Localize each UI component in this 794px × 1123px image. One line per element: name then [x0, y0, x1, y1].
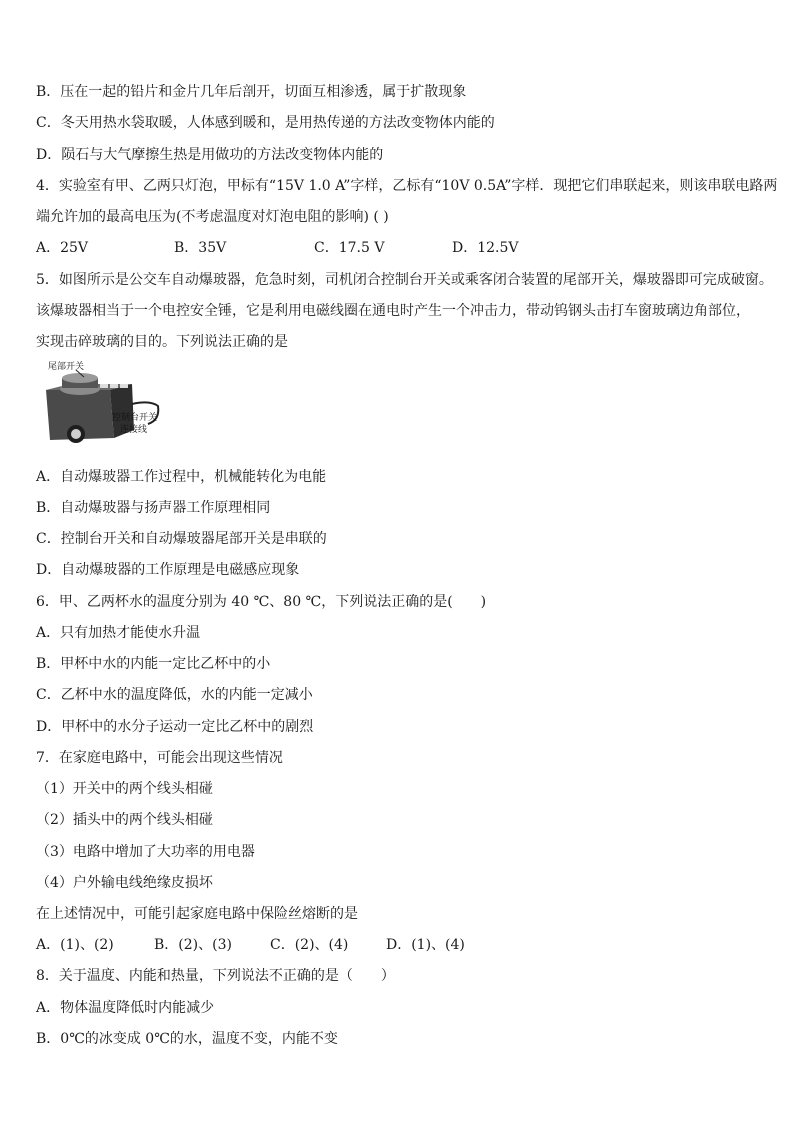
q6-option-a: A．只有加热才能使水升温 — [36, 625, 201, 641]
q4-option-b: B．35V — [174, 240, 227, 256]
q8-option-a: A．物体温度降低时内能减少 — [36, 1000, 215, 1016]
q3-option-b: B．压在一起的铅片和金片几年后剖开，切面互相渗透，属于扩散现象 — [36, 84, 467, 100]
q5-option-b: B．自动爆玻器与扬声器工作原理相同 — [36, 500, 271, 516]
glass-breaker-figure — [40, 360, 168, 448]
q3-option-c: C．冬天用热水袋取暖，人体感到暖和，是用热传递的方法改变物体内能的 — [36, 115, 495, 131]
q6-option-c: C．乙杯中水的温度降低，水的内能一定减小 — [36, 687, 313, 703]
tail-switch-label: 尾部开关 — [48, 362, 85, 372]
console-switch-label: 控制台开关 — [112, 413, 158, 423]
q5-stem-line-3: 实现击碎玻璃的目的。下列说法正确的是 — [36, 334, 288, 350]
q7-question: 在上述情况中，可能引起家庭电路中保险丝熔断的是 — [36, 906, 358, 922]
wire-label: 连接线 — [120, 425, 148, 435]
q7-option-d: D．(1)、(4) — [386, 937, 465, 953]
q7-option-a: A．(1)、(2) — [36, 937, 114, 953]
q4-stem-line-1: 4．实验室有甲、乙两只灯泡，甲标有“15V 1.0 A”字样，乙标有“10V 0.5A”字样．现把它们串联起来，则该串联电路两 — [36, 178, 778, 194]
q5-stem-line-1: 5．如图所示是公交车自动爆玻器，危急时刻，司机闭合控制台开关或乘客闭合装置的尾部开关，爆玻器即可完成破窗。 — [36, 272, 773, 288]
q4-option-c: C．17.5 V — [314, 240, 385, 256]
q7-item-4: （4）户外输电线绝缘皮损坏 — [36, 875, 213, 891]
q4-stem-line-2: 端允许加的最高电压为(不考虑温度对灯泡电阻的影响) ( ) — [36, 209, 389, 225]
q6-option-b: B．甲杯中水的内能一定比乙杯中的小 — [36, 656, 271, 672]
q8-option-b: B．0℃的冰变成 0℃的水，温度不变，内能不变 — [36, 1031, 338, 1047]
q5-stem-line-2: 该爆玻器相当于一个电控安全锤，它是利用电磁线圈在通电时产生一个冲击力，带动钨钢头击打车窗玻璃边角部位， — [36, 303, 750, 319]
q6-option-d: D．甲杯中的水分子运动一定比乙杯中的剧烈 — [36, 719, 314, 735]
q7-item-3: （3）电路中增加了大功率的用电器 — [36, 844, 255, 860]
q4-option-d: D．12.5V — [452, 240, 519, 256]
q3-option-d: D．陨石与大气摩擦生热是用做功的方法改变物体内能的 — [36, 147, 384, 163]
q7-item-1: （1）开关中的两个线头相碰 — [36, 781, 213, 797]
q5-option-c: C．控制台开关和自动爆玻器尾部开关是串联的 — [36, 531, 327, 547]
q4-options — [36, 238, 556, 258]
q7-option-c: C．(2)、(4) — [270, 937, 349, 953]
glass-breaker-photo — [40, 360, 168, 448]
q4-option-a: A．25V — [36, 240, 89, 256]
q7-stem: 7．在家庭电路中，可能会出现这些情况 — [36, 750, 283, 766]
q5-option-d: D．自动爆玻器的工作原理是电磁感应现象 — [36, 562, 300, 578]
q7-option-b: B．(2)、(3) — [154, 937, 232, 953]
q5-option-a: A．自动爆玻器工作过程中，机械能转化为电能 — [36, 469, 327, 485]
q7-item-2: （2）插头中的两个线头相碰 — [36, 812, 213, 828]
q6-stem: 6．甲、乙两杯水的温度分别为 40 ℃、80 ℃，下列说法正确的是( ) — [36, 594, 487, 610]
q7-options — [36, 935, 556, 955]
q8-stem: 8．关于温度、内能和热量，下列说法不正确的是（ ） — [36, 968, 395, 984]
